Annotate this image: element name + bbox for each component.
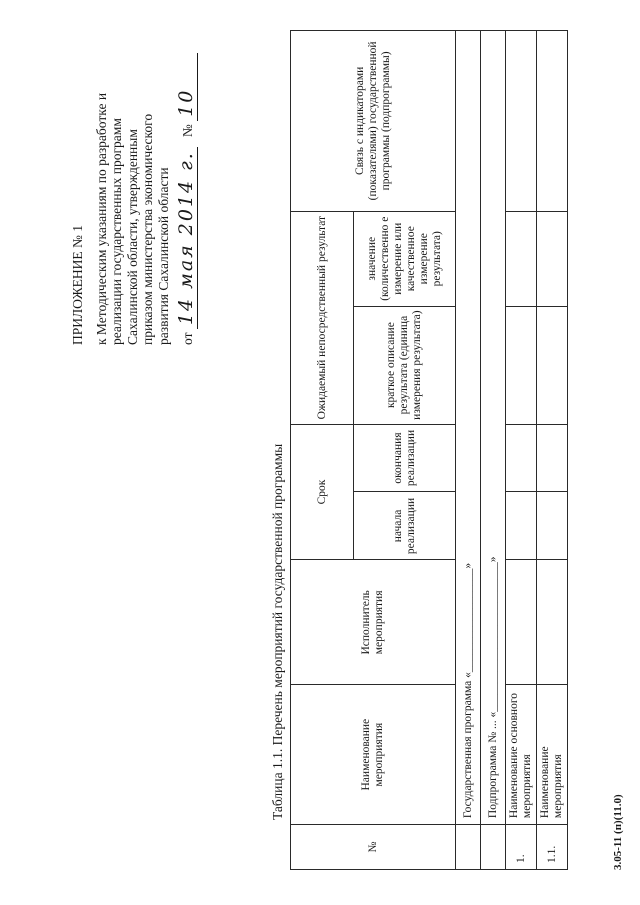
- document-code: 3.05-11 (п)(11.0): [612, 794, 624, 870]
- handwritten-date: 14 мая 2014 г.: [175, 151, 197, 326]
- col-header-executor: Исполнитель мероприятия: [291, 560, 456, 685]
- handwritten-number: 10: [175, 88, 197, 117]
- col-header-num: №: [291, 825, 456, 870]
- measure-name: Наименование мероприятия: [537, 685, 568, 825]
- col-header-term: Срок: [291, 424, 354, 560]
- appendix-block: [70, 15, 198, 345]
- date-prefix: от: [180, 332, 195, 345]
- table-cell: [537, 306, 568, 424]
- number-field: [177, 53, 198, 121]
- appendix-line: к Методическим указаниям по разработке и: [93, 92, 109, 345]
- table-cell: [537, 211, 568, 306]
- col-header-result: Ожидаемый непосредственный результат: [291, 211, 354, 424]
- col-header-term-end: окончания реализации: [354, 424, 456, 492]
- table-row-measure: [537, 31, 568, 870]
- program-title-cell: Государственная программа «__________________»: [456, 31, 481, 825]
- appendix-date-line: [177, 15, 198, 345]
- number-prefix: №: [180, 124, 195, 138]
- table-row-program: [456, 31, 481, 870]
- col-header-name: Наименование мероприятия: [291, 685, 456, 825]
- appendix-title: ПРИЛОЖЕНИЕ № 1: [70, 224, 85, 345]
- table-cell: [481, 825, 506, 870]
- main-measure-num: 1.: [506, 825, 537, 870]
- table-cell: [537, 31, 568, 212]
- table-cell: [506, 492, 537, 560]
- col-header-result-desc: краткое описание результата (единица измерения результата): [354, 306, 456, 424]
- table-cell: [537, 560, 568, 685]
- col-header-result-value: значение (количественно е измерение или качественное измерение результата): [354, 211, 456, 306]
- table-header-row: [291, 31, 354, 870]
- table-cell: [506, 306, 537, 424]
- col-header-link: Связь с индикаторами (показателями) государственной программы (подпрограммы): [291, 31, 456, 212]
- main-measure-name: Наименование основного мероприятия: [506, 685, 537, 825]
- table-cell: [537, 492, 568, 560]
- table-cell: [506, 31, 537, 212]
- appendix-line: приказом министерства экономического: [140, 113, 155, 345]
- measure-num: 1.1.: [537, 825, 568, 870]
- subprogram-title-cell: Подпрограмма № ... «__________________________»: [481, 31, 506, 825]
- table-row-main-measure: [506, 31, 537, 870]
- table-cell: [537, 424, 568, 492]
- table-cell: [506, 424, 537, 492]
- appendix-line: развития Сахалинской области: [155, 167, 171, 345]
- date-field: [177, 147, 198, 329]
- appendix-line: Сахалинской области, утвержденным: [124, 129, 140, 345]
- col-header-term-start: начала реализации: [354, 492, 456, 560]
- measures-table: [290, 30, 568, 870]
- table-cell: [506, 560, 537, 685]
- appendix-line: реализации государственных программ: [109, 118, 124, 345]
- table-cell: [456, 825, 481, 870]
- table-row-subprogram: [481, 31, 506, 870]
- table-cell: [506, 211, 537, 306]
- table-caption: Таблица 1.1. Перечень мероприятий государственной программы: [270, 443, 285, 820]
